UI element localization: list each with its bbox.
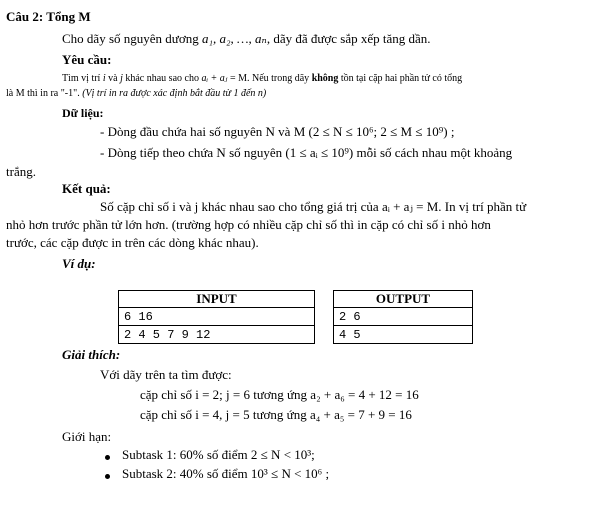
output-table bbox=[333, 290, 473, 344]
req-text-d: = M. Nếu trong dãy bbox=[227, 73, 312, 84]
req-line2-note: (Vị trí in ra được xác định bắt đầu từ 1 đến n) bbox=[82, 88, 267, 99]
intro-sequence: a₁, a₂, …, aₙ bbox=[201, 31, 267, 46]
bullet-icon bbox=[105, 455, 110, 460]
input-table bbox=[118, 290, 315, 344]
requirement-line-2 bbox=[6, 88, 266, 99]
explanation-line-2: cặp chỉ số i = 2; j = 6 tương ứng a₂ + a₆ = 4 + 12 = 16 bbox=[140, 387, 419, 402]
output-line-2: nhỏ hơn trước phần tử lớn hơn. (trường hợp có nhiều cặp chỉ số thì in cặp có chỉ số i nhỏ hơn bbox=[6, 217, 491, 232]
explanation-line-3: cặp chỉ số i = 4, j = 5 tương ứng a₄ + a₅ = 7 + 9 = 16 bbox=[140, 407, 412, 422]
output-label: Kết quả: bbox=[62, 181, 111, 196]
explanation-line-1: Với dãy trên ta tìm được: bbox=[100, 367, 232, 382]
req-text-b: và bbox=[105, 73, 121, 84]
req-text-c: khác nhau sao cho bbox=[122, 73, 202, 84]
output-line-1: Số cặp chỉ số i và j khác nhau sao cho tổng giá trị của aᵢ + aⱼ = M. In vị trí phần tử bbox=[100, 199, 527, 214]
requirement-label: Yêu cầu: bbox=[62, 52, 112, 67]
input-row: 2 4 5 7 9 12 bbox=[119, 326, 315, 344]
limit-item: Subtask 2: 40% số điểm 10³ ≤ N < 10⁶ ; bbox=[122, 466, 330, 481]
limits-label: Giới hạn: bbox=[62, 429, 112, 444]
req-text-e: tồn tại cặp hai phần tử có tổng bbox=[338, 73, 463, 84]
intro-line bbox=[62, 31, 431, 47]
output-row: 4 5 bbox=[334, 326, 473, 344]
input-line-2: - Dòng tiếp theo chứa N số nguyên (1 ≤ aᵢ ≤ 10⁹) mỗi số cách nhau một khoảng bbox=[100, 145, 513, 160]
requirement-line-1 bbox=[62, 73, 462, 84]
intro-prefix: Cho dãy số nguyên dương bbox=[62, 31, 202, 46]
input-label: Dữ liệu: bbox=[62, 106, 104, 120]
input-line-1: - Dòng đầu chứa hai số nguyên N và M (2 ≤ N ≤ 10⁶; 2 ≤ M ≤ 10⁹) ; bbox=[100, 124, 455, 139]
req-line2-text: là M thì in ra "-1". bbox=[6, 88, 83, 99]
input-line-3: trắng. bbox=[6, 164, 36, 179]
limit-item: Subtask 1: 60% số điểm 2 ≤ N < 10³; bbox=[122, 447, 315, 462]
input-row: 6 16 bbox=[119, 308, 315, 326]
req-text-a: Tìm vị trí bbox=[62, 73, 103, 84]
req-expression: aᵢ + aⱼ bbox=[201, 73, 228, 84]
intro-suffix: , dãy đã được sắp xếp tăng dần. bbox=[266, 31, 431, 46]
output-header: OUTPUT bbox=[334, 291, 473, 308]
bullet-icon bbox=[105, 474, 110, 479]
page-title: Câu 2: Tổng M bbox=[6, 9, 91, 24]
req-var-i: i bbox=[102, 73, 106, 84]
req-emphasis: không bbox=[311, 73, 339, 84]
req-var-j: j bbox=[120, 73, 123, 84]
input-header: INPUT bbox=[119, 291, 315, 308]
explanation-label: Giải thích: bbox=[62, 347, 121, 362]
example-label: Ví dụ: bbox=[62, 256, 96, 271]
output-row: 2 6 bbox=[334, 308, 473, 326]
output-line-3: trước, các cặp được in trên các dòng khác nhau). bbox=[6, 235, 259, 250]
